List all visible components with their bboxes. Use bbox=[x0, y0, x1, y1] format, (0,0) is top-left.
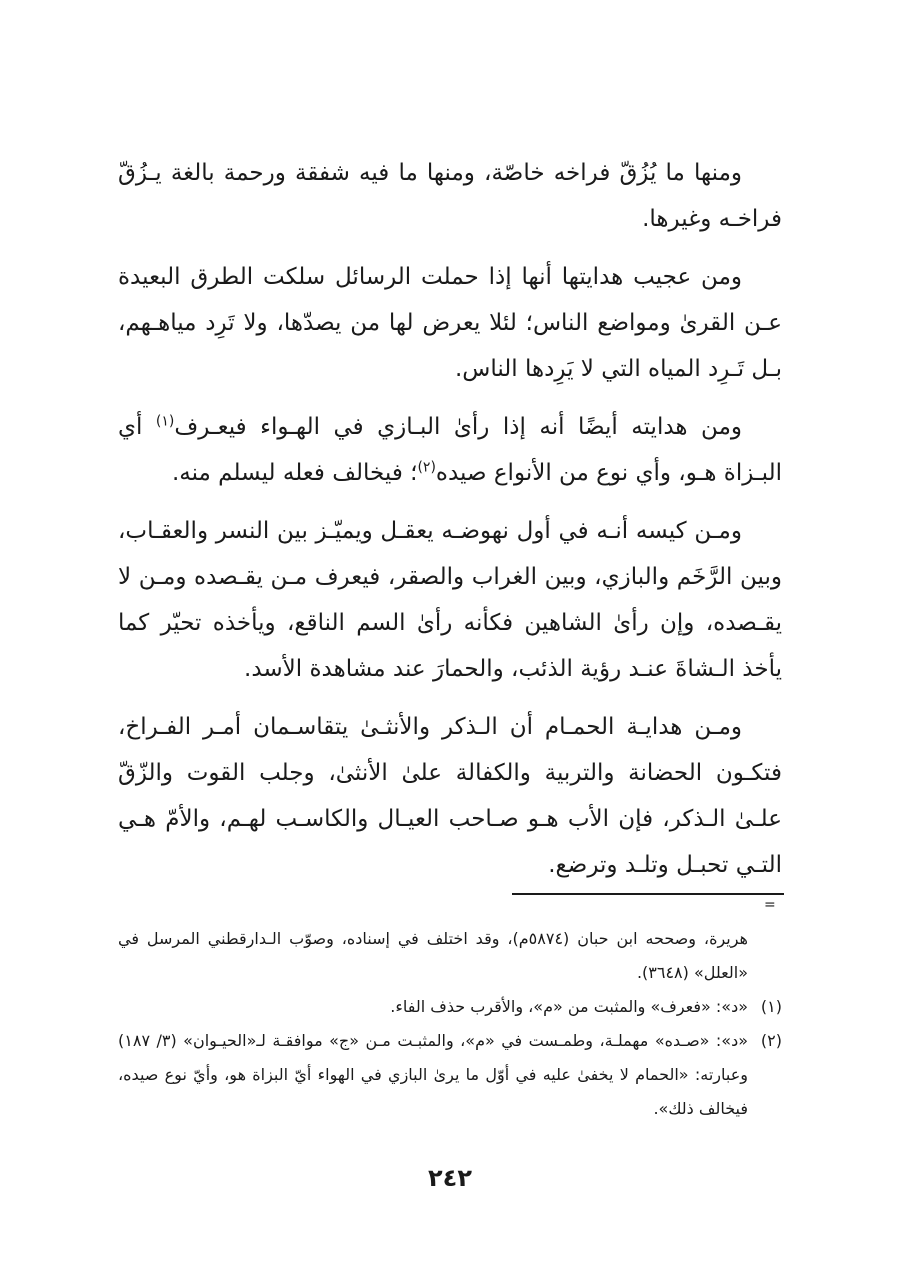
paragraph-3-text-end: ؛ فيخالف فعله ليسلم منه. bbox=[171, 460, 418, 486]
paragraph-5-text: ومـن هدايـة الحمـام أن الـذكر والأنثـىٰ يتقاسـمان أمـر الفـراخ، فتكـون الحضانة والتربية والكفالة علىٰ الأنثىٰ، وجلب القوت والزّقّ علـىٰ الـذكر، فإن الأب هـو صـاحب العيـال والكاسـب لهـم، والأمّ هـي التـي تحبـل وتلـد وترضع. bbox=[118, 714, 782, 878]
footnote-2-number: (٢) bbox=[760, 1031, 782, 1050]
paragraph-4 bbox=[118, 508, 782, 692]
footnote-2-text: «د»: «صـده» مهملـة، وطمـست في «م»، والمثبـت مـن «ج» موافقـة لـ«الحيـوان» (٣/ ١٨٧) وعبارته: «الحمام لا يخفىٰ عليه في أوّل ما يرىٰ البازي في الهواء أيّ البزاة هو، وأيّ نوع صيده، فيخالف ذلك». bbox=[118, 1031, 748, 1118]
main-text bbox=[118, 150, 782, 900]
footnote-ref-1[interactable]: (١) bbox=[155, 413, 175, 430]
paragraph-3-text-middle: أي البـزاة هـو، وأي نوع من الأنواع صيده bbox=[118, 414, 782, 486]
footnote-1-text: «د»: «فعرف» والمثبت من «م»، والأقرب حذف الفاء. bbox=[390, 997, 748, 1016]
paragraph-3-text-start: ومن هدايته أيضًا أنه إذا رأىٰ البـازي في الهـواء فيعـرف bbox=[174, 414, 742, 440]
footnote-ref-2[interactable]: (٢) bbox=[417, 459, 436, 476]
page-number: ٢٤٢ bbox=[428, 1164, 472, 1192]
paragraph-1-text: ومنها ما يُزُقّ فراخه خاصّة، ومنها ما فيه شفقة ورحمة بالغة يـزُقّ فراخـه وغيرها. bbox=[118, 160, 782, 232]
paragraph-5 bbox=[118, 704, 782, 888]
paragraph-2 bbox=[118, 254, 782, 392]
paragraph-4-text: ومـن كيسه أنـه في أول نهوضـه يعقـل ويميّـز بين النسر والعقـاب، وبين الرَّخَم والبازي، وبين الغراب والصقر، فيعرف مـن يقـصده ومـن لا يقـصده، وإن رأىٰ الشاهين فكأنه رأىٰ السم الناقع، ويأخذه تحيّر كما يأخذ الـشاةَ عنـد رؤية الذئب، والحمارَ عند مشاهدة الأسد. bbox=[118, 518, 782, 682]
footnote-1 bbox=[118, 990, 782, 1024]
footnote-continuation: هريرة، وصححه ابن حبان (٥٨٧٤م)، وقد اختلف في إسناده، وصوّب الـدارقطني المرسل في «العلل» (٣٦٤٨). bbox=[118, 929, 748, 982]
footnote-divider bbox=[512, 893, 784, 895]
footnotes bbox=[118, 922, 782, 1126]
paragraph-3 bbox=[118, 404, 782, 496]
paragraph-1 bbox=[118, 150, 782, 242]
footnote-continuation-mark: = bbox=[764, 897, 776, 913]
footnote-2 bbox=[118, 1024, 782, 1126]
footnote-1-number: (١) bbox=[760, 997, 782, 1016]
paragraph-2-text: ومن عجيب هدايتها أنها إذا حملت الرسائل سلكت الطرق البعيدة عـن القرىٰ ومواضع الناس؛ لئلا يعرض لها من يصدّها، ولا تَرِد مياهـهم، بـل تَـرِد المياه التي لا يَرِدها الناس. bbox=[118, 264, 782, 382]
